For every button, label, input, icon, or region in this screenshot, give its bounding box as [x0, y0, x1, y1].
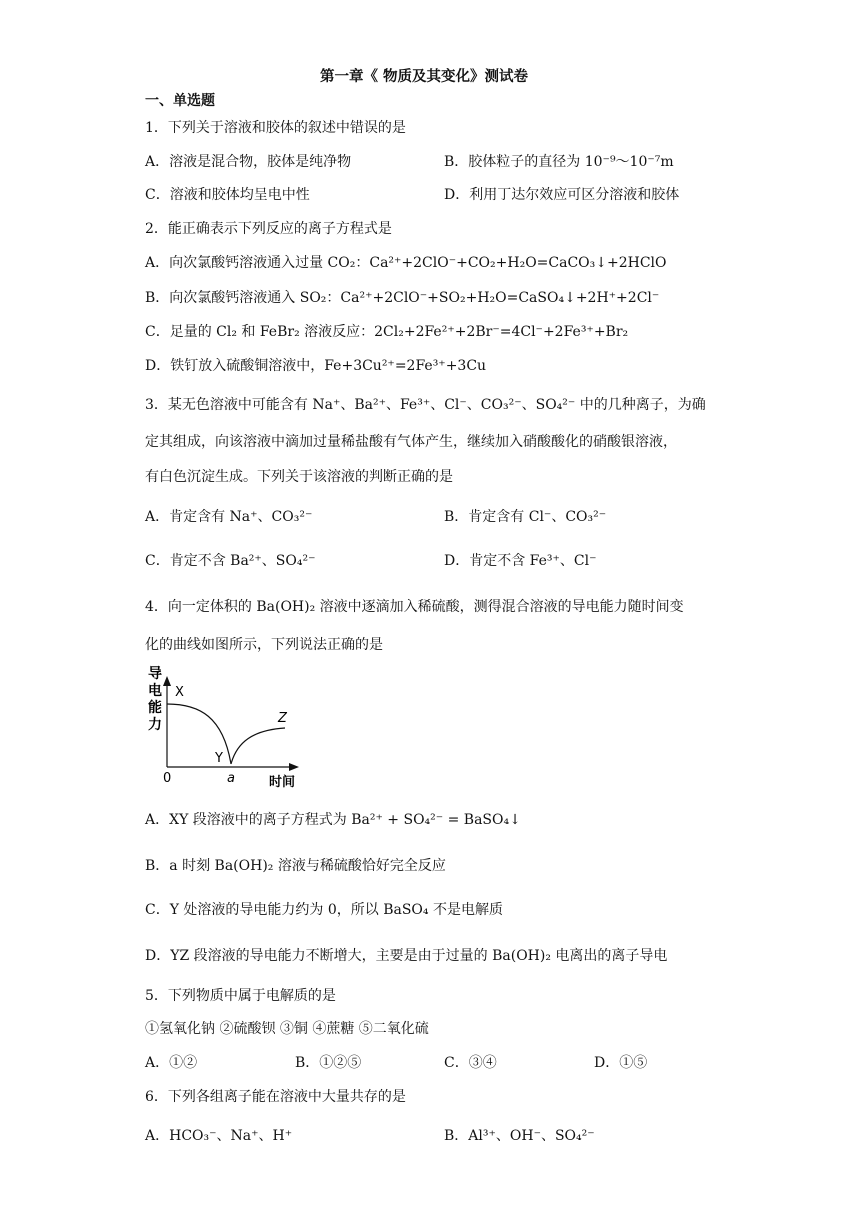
- q5-option-c[interactable]: C．③④: [444, 1055, 497, 1071]
- label-x: X: [175, 685, 184, 700]
- q1-option-d[interactable]: D．利用丁达尔效应可区分溶液和胶体: [444, 187, 680, 203]
- q2-option-b[interactable]: B．向次氯酸钙溶液通入 SO₂：Ca²⁺+2ClO⁻+SO₂+H₂O=CaSO₄↓+2H⁺+2Cl⁻: [145, 290, 660, 306]
- q5-option-b[interactable]: B．①②⑤: [295, 1055, 362, 1071]
- q2-option-c[interactable]: C．足量的 Cl₂ 和 FeBr₂ 溶液反应：2Cl₂+2Fe²⁺+2Br⁻=4Cl⁻+2Fe³⁺+Br₂: [145, 324, 629, 340]
- q1-option-a[interactable]: A．溶液是混合物，胶体是纯净物: [145, 154, 352, 170]
- section-heading: 一、单选题: [145, 93, 215, 109]
- q1-stem: 1．下列关于溶液和胶体的叙述中错误的是: [145, 120, 406, 136]
- q5-stem: 5．下列物质中属于电解质的是: [145, 988, 336, 1004]
- q4-option-b[interactable]: B．a 时刻 Ba(OH)₂ 溶液与稀硫酸恰好完全反应: [145, 858, 446, 874]
- q3-option-b[interactable]: B．肯定含有 Cl⁻、CO₃²⁻: [444, 509, 607, 525]
- x-axis-arrow: [289, 763, 299, 771]
- curve-yz: [231, 728, 285, 764]
- q4-stem-line2: 化的曲线如图所示，下列说法正确的是: [145, 637, 383, 653]
- graph-ylabel-3: 能: [148, 700, 162, 716]
- q3-stem-line3: 有白色沉淀生成。下列关于该溶液的判断正确的是: [145, 469, 453, 485]
- label-z: Z: [278, 711, 287, 726]
- page-title: 第一章《 物质及其变化》测试卷: [320, 68, 529, 85]
- graph-ylabel-2: 电: [148, 683, 162, 699]
- q5-items: ①氢氧化钠 ②硫酸钡 ③铜 ④蔗糖 ⑤二氧化硫: [145, 1021, 429, 1037]
- q4-option-c[interactable]: C．Y 处溶液的导电能力约为 0，所以 BaSO₄ 不是电解质: [145, 902, 503, 918]
- q5-option-d[interactable]: D．①⑤: [594, 1055, 648, 1071]
- q1-option-c[interactable]: C．溶液和胶体均呈电中性: [145, 187, 310, 203]
- label-origin: 0: [163, 771, 172, 786]
- q3-option-a[interactable]: A．肯定含有 Na⁺、CO₃²⁻: [145, 509, 313, 525]
- q2-option-a[interactable]: A．向次氯酸钙溶液通入过量 CO₂：Ca²⁺+2ClO⁻+CO₂+H₂O=CaCO₃↓+2HClO: [145, 255, 667, 271]
- graph-ylabel-1: 导: [148, 666, 162, 682]
- q6-option-a[interactable]: A．HCO₃⁻、Na⁺、H⁺: [145, 1128, 293, 1144]
- q3-stem-line2: 定其组成，向该溶液中滴加过量稀盐酸有气体产生，继续加入硝酸酸化的硝酸银溶液，: [145, 434, 677, 450]
- q4-stem-line1: 4．向一定体积的 Ba(OH)₂ 溶液中逐滴加入稀硫酸，测得混合溶液的导电能力随时间变: [145, 599, 684, 615]
- conductivity-graph: [145, 662, 305, 792]
- q2-stem: 2．能正确表示下列反应的离子方程式是: [145, 221, 392, 237]
- q4-option-d[interactable]: D．YZ 段溶液的导电能力不断增大，主要是由于过量的 Ba(OH)₂ 电离出的离子导电: [145, 948, 668, 964]
- graph-xlabel: 时间: [269, 775, 296, 790]
- y-axis-arrow: [163, 676, 171, 686]
- q4-option-a[interactable]: A．XY 段溶液中的离子方程式为 Ba²⁺ + SO₄²⁻ = BaSO₄↓: [145, 812, 521, 828]
- q2-option-d[interactable]: D．铁钉放入硫酸铜溶液中，Fe+3Cu²⁺=2Fe³⁺+3Cu: [145, 358, 487, 374]
- q3-option-d[interactable]: D．肯定不含 Fe³⁺、Cl⁻: [444, 553, 597, 569]
- label-y: Y: [215, 751, 223, 766]
- q3-stem-line1: 3．某无色溶液中可能含有 Na⁺、Ba²⁺、Fe³⁺、Cl⁻、CO₃²⁻、SO₄²⁻ 中的几种离子，为确: [145, 397, 706, 413]
- q3-option-c[interactable]: C．肯定不含 Ba²⁺、SO₄²⁻: [145, 553, 316, 569]
- q6-option-b[interactable]: B．Al³⁺、OH⁻、SO₄²⁻: [444, 1128, 595, 1144]
- label-a: a: [227, 771, 235, 786]
- q1-option-b[interactable]: B．胶体粒子的直径为 10⁻⁹～10⁻⁷m: [444, 154, 674, 170]
- q5-option-a[interactable]: A．①②: [145, 1055, 198, 1071]
- graph-ylabel-4: 力: [148, 717, 162, 733]
- q6-stem: 6．下列各组离子能在溶液中大量共存的是: [145, 1089, 406, 1105]
